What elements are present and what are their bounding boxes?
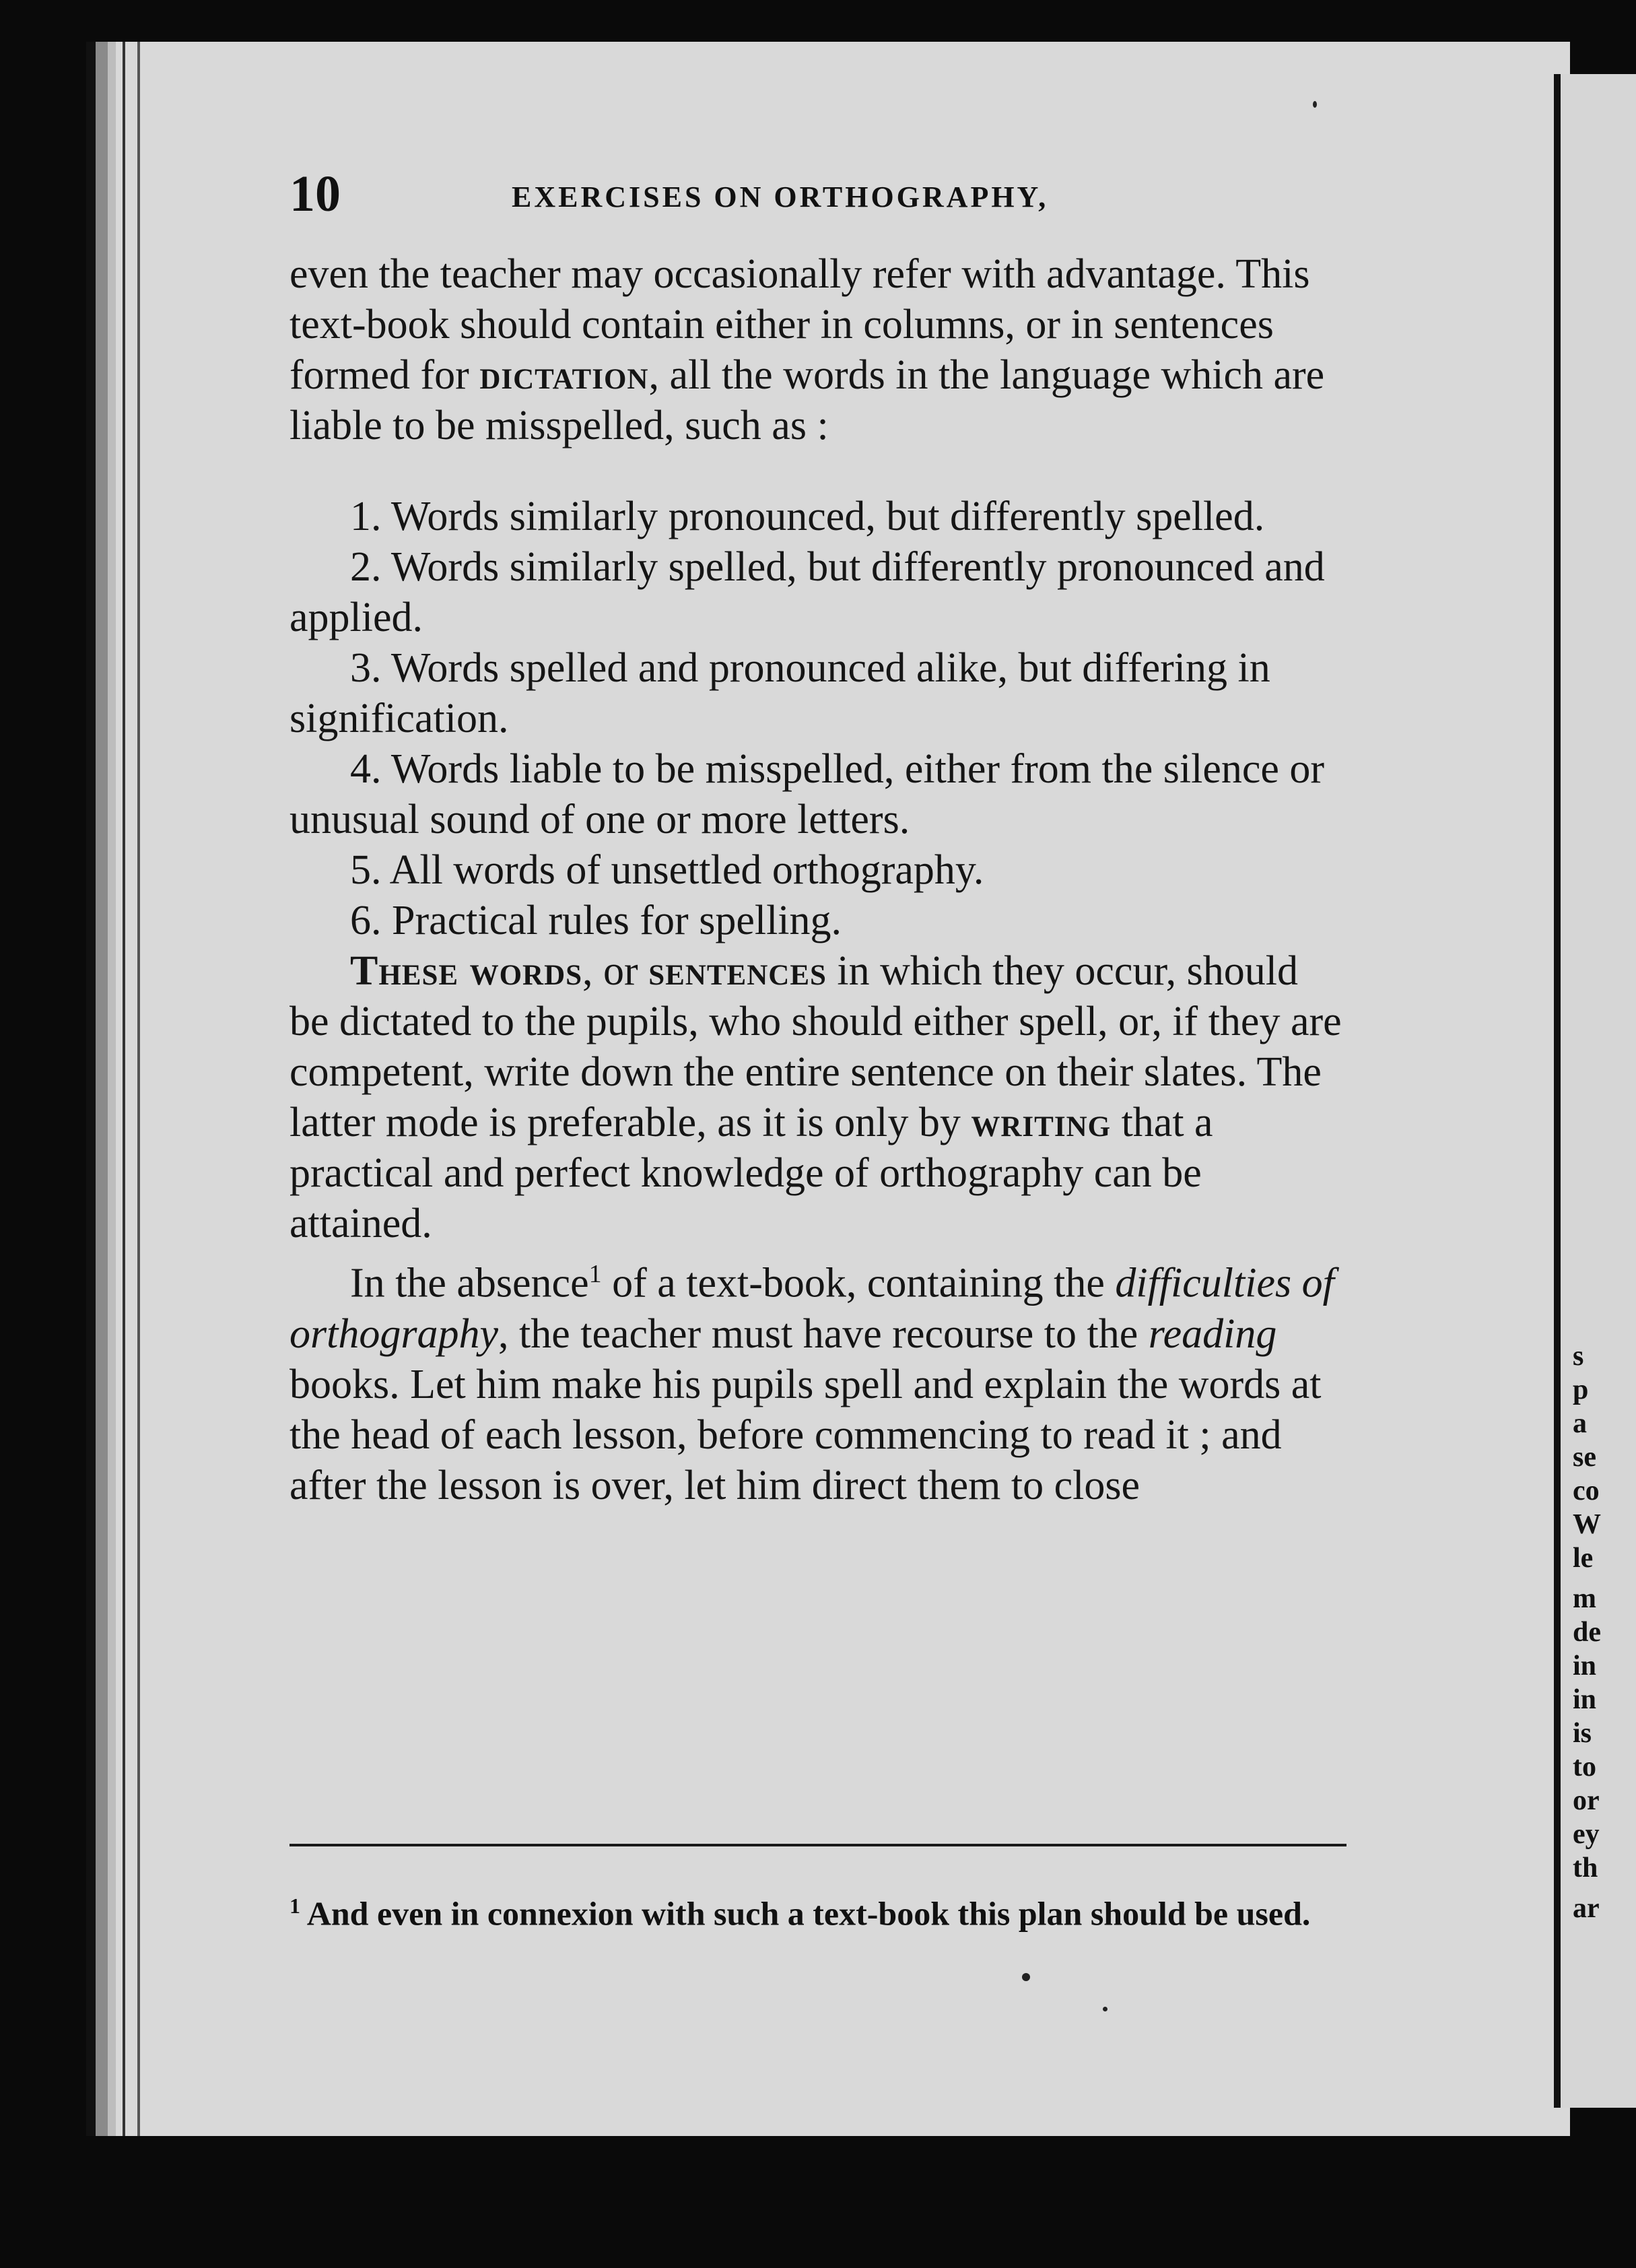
adjacent-page-fragment: p	[1573, 1374, 1589, 1405]
adjacent-page-fragment: ar	[1573, 1893, 1600, 1924]
footnote-reference: 1	[588, 1260, 602, 1288]
adjacent-page-fragment: is	[1573, 1718, 1592, 1749]
footnote-text: And even in connexion with such a text-book this plan should be used.	[300, 1894, 1311, 1933]
these-words-small-caps: These words	[350, 948, 583, 994]
intro-paragraph	[289, 249, 1347, 451]
sentences-small-caps: sentences	[648, 948, 827, 994]
running-title: EXERCISES ON ORTHOGRAPHY,	[512, 180, 1049, 213]
intro-text: even the teacher may occasionally refer with advantage. This text-book should contain either in columns, or in sentences formed for	[289, 251, 1310, 398]
footnote	[289, 1886, 1347, 1934]
print-speck	[1103, 2007, 1107, 2011]
adjacent-page-fragment: W	[1573, 1509, 1601, 1540]
list-item: 4. Words liable to be misspelled, either from the silence or unusual sound of one or more letters.	[289, 746, 1325, 842]
adjacent-page-fragment: in	[1573, 1650, 1597, 1681]
list-item: 6. Practical rules for spelling.	[350, 898, 842, 943]
list-item: 3. Words spelled and pronounced alike, but differing in signification.	[289, 645, 1270, 741]
adjacent-page-fragment: ey	[1573, 1819, 1600, 1850]
list-item: 1. Words similarly pronounced, but differently spelled.	[350, 494, 1265, 539]
adjacent-page-fragment: a	[1573, 1408, 1587, 1439]
para3-text: In the absence	[350, 1260, 589, 1306]
footnote-divider	[289, 1844, 1347, 1846]
para2-text-end: that a practical and perfect knowledge of orthography can be attained.	[289, 1100, 1213, 1246]
footnote-mark: 1	[289, 1894, 300, 1918]
adjacent-page-fragment: s	[1573, 1341, 1584, 1372]
adjacent-page-fragment: th	[1573, 1853, 1598, 1883]
adjacent-page-fragment: le	[1573, 1543, 1594, 1574]
page-header	[289, 165, 1394, 226]
spine-line	[137, 42, 140, 2136]
adjacent-page-edge	[1554, 74, 1636, 2108]
reading-italic: reading	[1148, 1310, 1277, 1357]
spelling-list	[289, 492, 1347, 946]
list-item: 5. All words of unsettled orthography.	[350, 847, 984, 893]
page-body	[289, 249, 1347, 1511]
para3-text-end: books. Let him make his pupils spell and explain the words at the head of each lesson, before commencing to read it ; and after the lesson is over, let him direct them to close	[289, 1361, 1322, 1508]
adjacent-page-fragment: co	[1573, 1475, 1600, 1506]
para2-text: , or	[582, 948, 649, 994]
page-number: 10	[289, 166, 341, 222]
list-item: 2. Words similarly spelled, but differently pronounced and applied.	[289, 544, 1325, 640]
adjacent-page-fragment: in	[1573, 1684, 1597, 1715]
dictation-paragraph	[289, 946, 1347, 1249]
para3-text: of a text-book, containing the	[601, 1260, 1116, 1306]
difficulties-italic: difficulties of orthography	[289, 1260, 1334, 1357]
print-speck	[1313, 101, 1317, 108]
spine-line	[123, 42, 125, 2136]
adjacent-page-fragment: m	[1573, 1583, 1596, 1614]
writing-small-caps: writing	[971, 1100, 1112, 1145]
adjacent-page-fragment: de	[1573, 1617, 1601, 1648]
para3-text: , the teacher must have recourse to the	[498, 1310, 1149, 1357]
dictation-small-caps: dictation	[479, 352, 649, 398]
absence-paragraph	[289, 1249, 1347, 1511]
para2-text: in which they occur, should be dictated to the pupils, who should either spell, or, if they are competent, write down the entire sentence on their slates. The latter mode is preferable, as it is only by	[289, 948, 1342, 1145]
adjacent-page-fragment: or	[1573, 1785, 1600, 1816]
intro-text-end: , all the words in the language which are liable to be misspelled, such as :	[289, 352, 1325, 448]
adjacent-page-fragment: to	[1573, 1752, 1596, 1782]
print-speck	[1022, 1973, 1030, 1981]
adjacent-page-fragment: se	[1573, 1442, 1596, 1473]
